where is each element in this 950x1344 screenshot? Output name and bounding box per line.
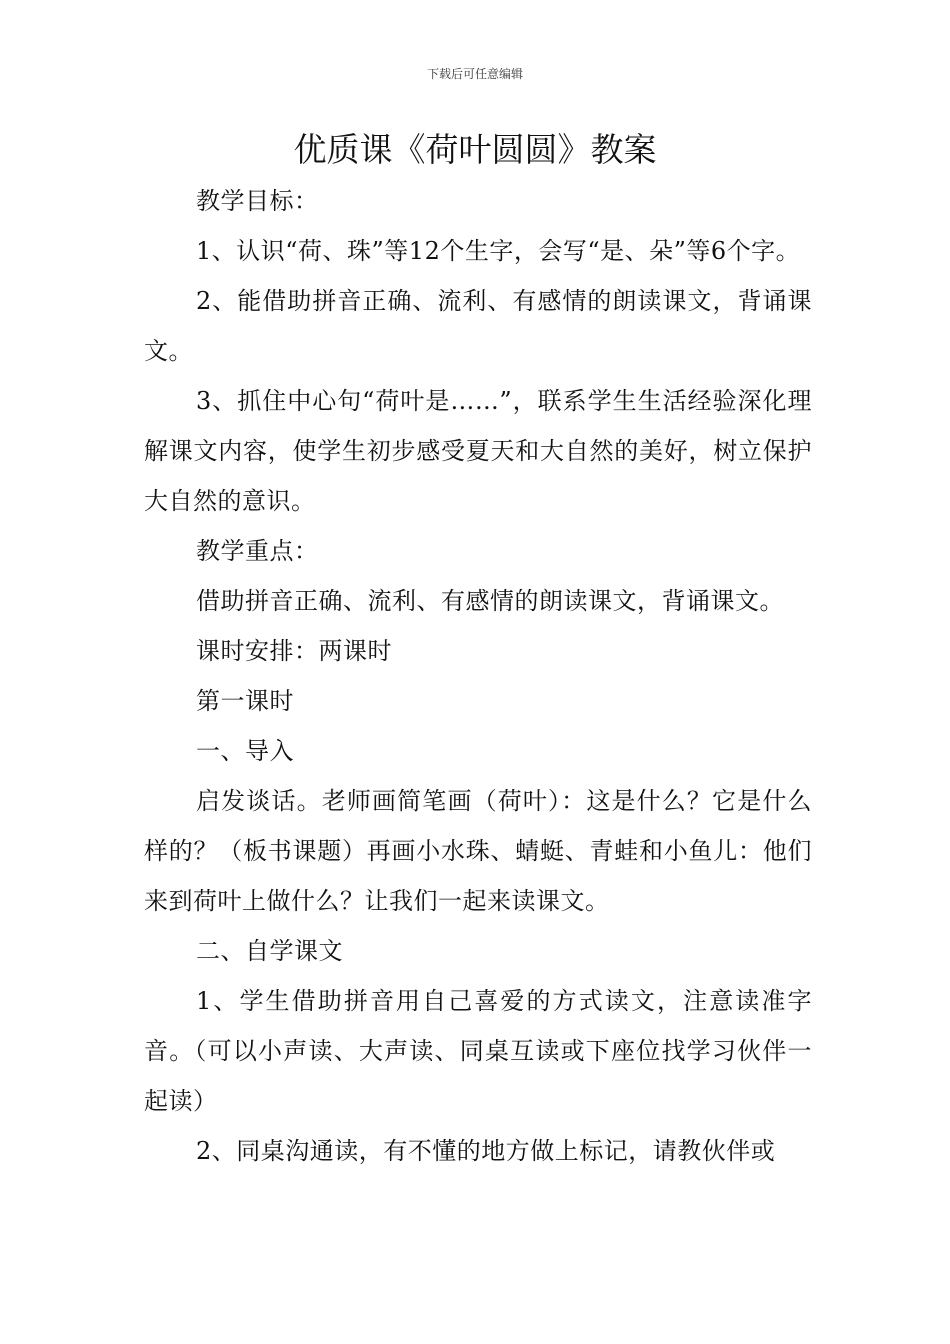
- document-body: [144, 176, 812, 1176]
- paragraph-objective-2: 2、能借助拼音正确、流利、有感情的朗读课文，背诵课文。: [144, 287, 812, 365]
- paragraph-objectives-heading: 教学目标：: [196, 187, 319, 215]
- paragraph-selfstudy-2: 2、同桌沟通读，有不懂的地方做上标记，请教伙伴或: [196, 1137, 776, 1165]
- paragraph-objective-3: 3、抓住中心句“荷叶是……”，联系学生生活经验深化理解课文内容，使学生初步感受夏天和大自然的美好，树立保护大自然的意识。: [144, 387, 812, 515]
- paragraph-selfstudy-1: 1、学生借助拼音用自己喜爱的方式读文，注意读准字音。（可以小声读、大声读、同桌互读或下座位找学习伙伴一起读）: [144, 987, 812, 1115]
- header-note: 下载后可任意编辑: [426, 67, 523, 81]
- paragraph-objective-1: 1、认识“荷、珠”等12个生字，会写“是、朵”等6个字。: [196, 237, 801, 265]
- document-title: 优质课《荷叶圆圆》教案: [293, 130, 657, 169]
- paragraph-first-lesson: 第一课时: [196, 687, 294, 715]
- paragraph-intro-content: 启发谈话。老师画简笔画（荷叶）：这是什么？它是什么样的？（板书课题）再画小水珠、蜻蜓、青蛙和小鱼儿：他们来到荷叶上做什么？让我们一起来读课文。: [144, 787, 812, 915]
- paragraph-section-intro: 一、导入: [196, 737, 294, 765]
- paragraph-keypoints: 借助拼音正确、流利、有感情的朗读课文，背诵课文。: [196, 587, 784, 615]
- paragraph-schedule: 课时安排：两课时: [196, 637, 392, 665]
- paragraph-keypoints-heading: 教学重点：: [196, 537, 319, 565]
- paragraph-section-selfstudy: 二、自学课文: [196, 937, 343, 965]
